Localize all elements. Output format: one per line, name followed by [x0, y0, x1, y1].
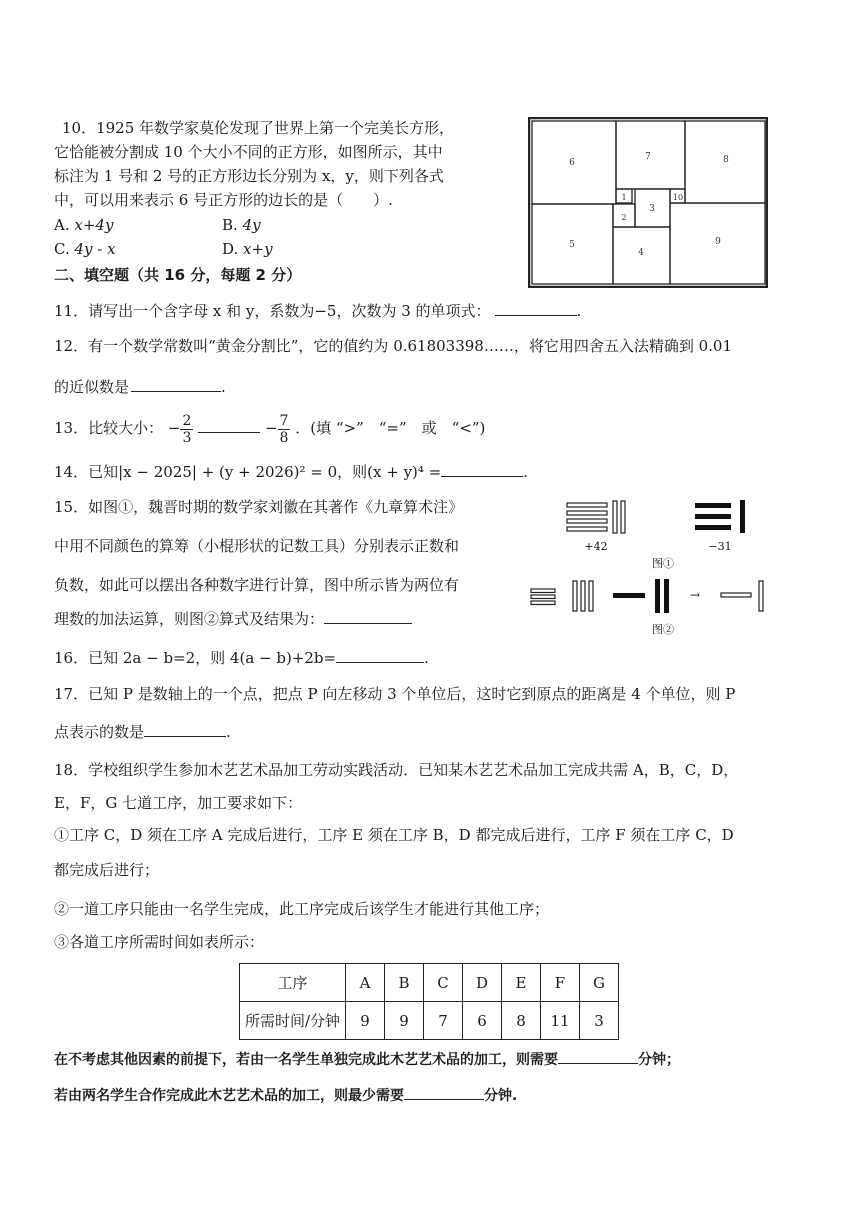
q17-line-1: 17．已知 P 是数轴上的一个点，把点 P 向左移动 3 个单位后，这时它到原点的距离是 4 个单位，则 P	[54, 685, 736, 703]
square-label-4: 4	[638, 248, 644, 258]
time-b: 9	[385, 1002, 424, 1040]
table-row-label: 所需时间/分钟	[240, 1002, 346, 1040]
q15-line-2: 中用不同颜色的算筹（小棍形状的记数工具）分别表示正数和	[54, 537, 460, 555]
q10-option-d: D. x+y	[222, 240, 273, 258]
step-c: C	[424, 964, 463, 1002]
q10-line-1: 10．1925 年数学家莫伦发现了世界上第一个完美长方形，	[62, 119, 455, 137]
time-e: 8	[502, 1002, 541, 1040]
fig1-caption: 图①	[652, 557, 674, 570]
time-a: 9	[346, 1002, 385, 1040]
square-label-5: 5	[569, 240, 575, 250]
section-2-title: 二、填空题（共 16 分，每题 2 分）	[54, 266, 302, 284]
q15-line-3: 负数，如此可以摆出各种数字进行计算，图中所示皆为两位有	[54, 576, 460, 594]
q10-option-c: C. 4y - x	[54, 240, 116, 258]
q12-line-1: 12．有一个数学常数叫“黄金分割比”，它的值约为 0.61803398……，将它用四舍五入法精确到 0.01	[54, 337, 733, 355]
time-c: 7	[424, 1002, 463, 1040]
counting-rods-figure	[525, 495, 795, 640]
q10-line-4: 中，可以用来表示 6 号正方形的边长的是（ ）.	[54, 191, 393, 209]
square-label-9: 9	[715, 237, 721, 247]
q18-line-6: ③各道工序所需时间如表所示：	[54, 933, 265, 951]
step-b: B	[385, 964, 424, 1002]
perfect-rectangle-figure	[528, 117, 768, 288]
square-label-6: 6	[569, 158, 575, 168]
table-header-label: 工序	[240, 964, 346, 1002]
fig1-positive-label: +42	[584, 540, 608, 553]
square-label-2: 2	[621, 213, 627, 222]
q11: 11．请写出一个含字母 x 和 y，系数为−5，次数为 3 的单项式： .	[54, 302, 582, 320]
q10-option-a: A. x+4y	[54, 216, 114, 234]
q10-option-b: B. 4y	[222, 216, 261, 234]
q16: 16．已知 2a − b=2，则 4(a − b)+2b= .	[54, 649, 429, 667]
q10-line-3: 标注为 1 号和 2 号的正方形边长分别为 x，y，则下列各式	[54, 167, 444, 185]
q18-line-2: E，F，G 七道工序，加工要求如下：	[54, 794, 303, 812]
q18-line-1: 18．学校组织学生参加木艺艺术品加工劳动实践活动．已知某木艺艺术品加工完成共需 A，B，C，D，	[54, 761, 739, 779]
q17-line-2: 点表示的数是 .	[54, 723, 231, 741]
fraction-2-3: $\frac{2}{3}$	[182, 412, 192, 446]
table-row	[240, 1002, 619, 1040]
step-f: F	[541, 964, 580, 1002]
step-d: D	[463, 964, 502, 1002]
q18-line-5: ②一道工序只能由一名学生完成，此工序完成后该学生才能进行其他工序；	[54, 900, 550, 918]
q12-line-2: 的近似数是 .	[54, 378, 226, 396]
q13: 13．比较大小： − $\frac{2}{3}$ − $\frac{7}{8}$ ．(填 “>” “=” 或 “<”)	[54, 412, 486, 446]
step-a: A	[346, 964, 385, 1002]
q14: 14．已知|x − 2025| + (y + 2026)² = 0，则(x + y)⁴ = .	[54, 463, 529, 481]
fig2-caption: 图②	[652, 623, 674, 636]
fig2-arrow: →	[689, 588, 701, 602]
q15-line-4: 理数的加法运算，则图②算式及结果为：	[54, 609, 412, 629]
q18-line-7: 在不考虑其他因素的前提下，若由一名学生单独完成此木艺艺术品的加工，则需要 分钟；	[54, 1049, 680, 1070]
step-e: E	[502, 964, 541, 1002]
table-row	[240, 964, 619, 1002]
q15-line-1: 15．如图①，魏晋时期的数学家刘徽在其著作《九章算术注》	[54, 498, 464, 516]
time-f: 11	[541, 1002, 580, 1040]
process-time-table	[239, 963, 619, 1040]
step-g: G	[580, 964, 619, 1002]
q18-line-3: ①工序 C，D 须在工序 A 完成后进行，工序 E 须在工序 B，D 都完成后进行，工序 F 须在工序 C，D	[54, 826, 734, 844]
square-label-10: 10	[672, 193, 684, 202]
q18-line-8: 若由两名学生合作完成此木艺艺术品的加工，则最少需要 分钟.	[54, 1085, 517, 1106]
square-label-7: 7	[645, 152, 651, 162]
fraction-7-8: $\frac{7}{8}$	[279, 412, 289, 446]
q18-line-4: 都完成后进行；	[54, 861, 160, 879]
square-label-3: 3	[649, 204, 655, 214]
fig1-negative-label: −31	[708, 540, 732, 553]
q10-line-2: 它恰能被分割成 10 个大小不同的正方形，如图所示，其中	[54, 143, 443, 161]
square-label-8: 8	[723, 155, 729, 165]
square-label-1: 1	[621, 193, 627, 202]
time-g: 3	[580, 1002, 619, 1040]
time-d: 6	[463, 1002, 502, 1040]
